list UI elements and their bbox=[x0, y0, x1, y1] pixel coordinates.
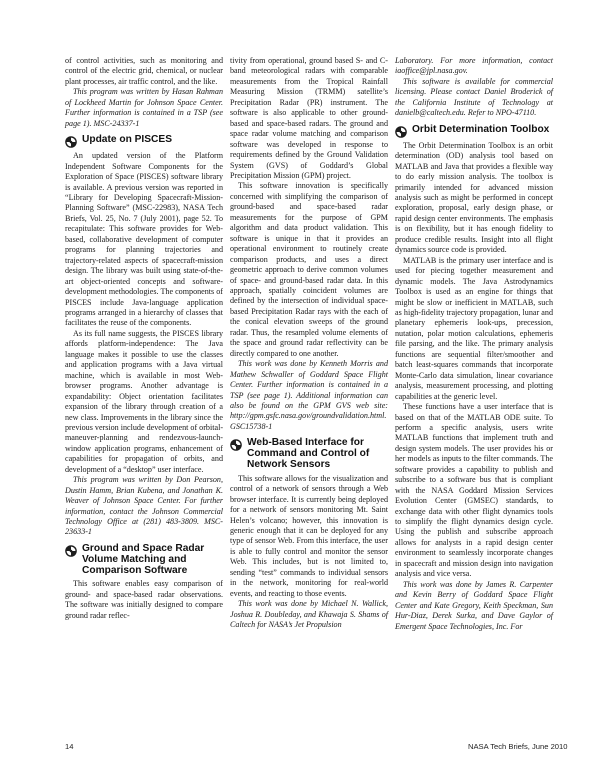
section-title: Web-Based Interface for Command and Control of Network Sensors bbox=[247, 437, 370, 470]
section-heading-orbit-toolbox bbox=[395, 125, 553, 138]
section-heading-pisces bbox=[65, 135, 223, 148]
section-heading-radar bbox=[65, 544, 223, 576]
paragraph: This software allows for the visualization and control of a network of sensors through a Web browser interface. It is currently being deployed for a network of sensors monitoring Mt. Saint Helen’s volcano; however, this innovation is generic enough that it can be deployed for any type of sensor Web. From this interface, the user is able to fully control and monitor the sensor Web. This includes, but is not limited to, sending “test” commands to individual sensors in the network, monitoring for real-world events, and reacting to those events. bbox=[230, 473, 388, 598]
paragraph: As its full name suggests, the PISCES library affords platform-independence: The Java language makes it possible to use the classes and application programs with a Java virtual machine, which is available in most Web-browser programs. Another advantage is expandability: Object orientation facilitates expansion of the library through creation of a new class. Improvements in the library since the previous version include development of orbital-maneuver-planning and rendezvous-launch-window application programs, enhancement of capabilities for propagation of orbits, and development of a “desktop” user interface. bbox=[65, 328, 224, 474]
column-right bbox=[395, 56, 553, 632]
credit-note: Laboratory. For more information, contact iaoffice@jpl.nasa.gov. bbox=[395, 56, 553, 76]
publication-info: NASA Tech Briefs, June 2010 bbox=[468, 742, 568, 751]
page-number: 14 bbox=[65, 742, 74, 751]
software-disc-icon bbox=[230, 439, 242, 451]
column-left bbox=[65, 56, 223, 621]
section-title: Orbit Determination Toolbox bbox=[412, 123, 550, 135]
credit-note: This program was written by Don Pearson, Dustin Hamm, Brian Kubena, and Jonathan K. Weaver of Johnson Space Center. For further information, contact the Johnson Commercial Technology Office at (281) 483-3809. MSC-23633-1 bbox=[65, 475, 223, 537]
software-disc-icon bbox=[65, 136, 77, 148]
paragraph: The Orbit Determination Toolbox is an orbit determination (OD) analysis tool based on MATLAB and Java that provides a flexible way to do early mission analysis. The toolbox is primarily intended for advanced mission analysis such as might be performed in concept exploration, proposal, early design phase, or rapid design center environments. The emphasis is on flexibility, but it has enough fidelity to produce credible results. Insight into all flight dynamics source code is provided. bbox=[395, 140, 553, 255]
section-title: Update on PISCES bbox=[82, 134, 173, 146]
credit-note: This work was done by Kenneth Morris and Mathew Schwaller of Goddard Space Flight Center. Further information is contained in a TSP (see page 1). Additional information can also be found on the GPM GVS web site: http://gpm.gsfc.nasa.gov/groundvalidation.html. GSC15738-1 bbox=[230, 359, 388, 431]
column-middle bbox=[230, 56, 388, 631]
paragraph: These functions have a user interface that is based on that of the MATLAB ODE suite. To perform a specific analysis, users write MATLAB functions that implement truth and design system models. The user provides his or her models as inputs to the filter commands. The software provides a capability to publish and subscribe to a software bus that is compliant with the NASA Goddard Mission Services Evolution Center (GMSEC) standards, to exchange data with other flight dynamics tools to simplify the flight dynamics design cycle. Using the publish and subscribe approach allows for analysts in a rapid design center environment to seamlessly incorporate changes in spacecraft and mission design into navigation analysis and vice versa. bbox=[395, 402, 553, 579]
credit-note: This work was done by James R. Carpenter and Kevin Berry of Goddard Space Flight Center and Kate Gregory, Keith Speckman, Sun Hur-Diaz, Derek Surka, and Dave Gaylor of Emergent Space Technologies, Inc. For bbox=[395, 579, 553, 631]
credit-note: This software is available for commercial licensing. Please contact Daniel Broderick of the California Institute of Technology at danielb@caltech.edu. Refer to NPO-47110. bbox=[395, 76, 553, 118]
software-disc-icon bbox=[395, 126, 407, 138]
paragraph: tivity from operational, ground based S- and C-band meteorological radars with comparable measurements from the Tropical Rainfall Measuring Mission (TRMM) satellite’s Precipitation Radar (PR) instrument. The software is also applicable to other ground-based and space-based radars. The ground and space radar volume matching and comparison software was developed in response to requirements defined by the Ground Validation System (GVS) of Goddard’s Global Precipitation Mission (GPM) project. bbox=[230, 56, 388, 180]
section-heading-web-interface bbox=[230, 438, 388, 470]
paragraph: This software enables easy comparison of ground- and space-based radar observations. The software was initially designed to compare ground radar reflec- bbox=[65, 579, 223, 620]
paragraph: of control activities, such as monitoring and control of the electric grid, chemical, or nuclear plant processes, air traffic control, and the like. bbox=[65, 56, 223, 86]
software-disc-icon bbox=[65, 545, 77, 557]
section-title: Ground and Space Radar Volume Matching and Comparison Software bbox=[82, 542, 205, 576]
paragraph: MATLAB is the primary user interface and is used for piecing together measurement and dynamic models. The Java Astrodynamics Toolbox is used as an engine for things that might be slow or inefficient in MATLAB, such as high-fidelity trajectory propagation, lunar and planetary ephemeris look-ups, precession, nutation, polar motion calculations, ephemeris file parsing, and the like. The primary analysis functions are sequential filter/smoother and batch least-squares commands that incorporate Monte-Carlo data simulation, linear covariance analysis, measurement processing, and plotting capabilities at the generic level. bbox=[395, 255, 553, 401]
paragraph: An updated version of the Platform Independent Software Components for the Exploration of Space (PISCES) software library is available. A previous version was reported in “Library for Developing Spacecraft-Mission-Planning Software” (MSC-22983), NASA Tech Briefs, Vol. 25, No. 7 (July 2001), page 52. To recapitulate: This software provides for Web-based, collaborative development of computer programs for planning trajectories and trajectory-related aspects of spacecraft-mission design. The library was built using state-of-the-art object-oriented concepts and software-development methodologies. The components of PISCES include Java-language application programs arranged in a hierarchy of classes that facilitates the reuse of the components. bbox=[65, 151, 223, 328]
paragraph: This software innovation is specifically concerned with simplifying the comparison of ground-based and space-based radar measurements for the purpose of GPM algorithm and data product validation. This software is unique in that it provides an operational environment to routinely create comparison products, and uses a direct geometric approach to derive common volumes of space- and ground-based radar data. In this approach, spatially coincident volumes are defined by the intersection of individual space-based Precipitation Radar rays with the each of the conical elevation sweeps of the ground radar. Thus, the resampled volume elements of the space and ground radar reflectivity can be directly compared to one another. bbox=[230, 181, 388, 358]
credit-note: This program was written by Hasan Rahman of Lockheed Martin for Johnson Space Center. Further information is contained in a TSP (see page 1). MSC-24337-1 bbox=[65, 87, 223, 128]
credit-note: This work was done by Michael N. Wallick, Joshua R. Doubleday, and Khawaja S. Shams of Caltech for NASA’s Jet Propulsion bbox=[230, 599, 388, 630]
